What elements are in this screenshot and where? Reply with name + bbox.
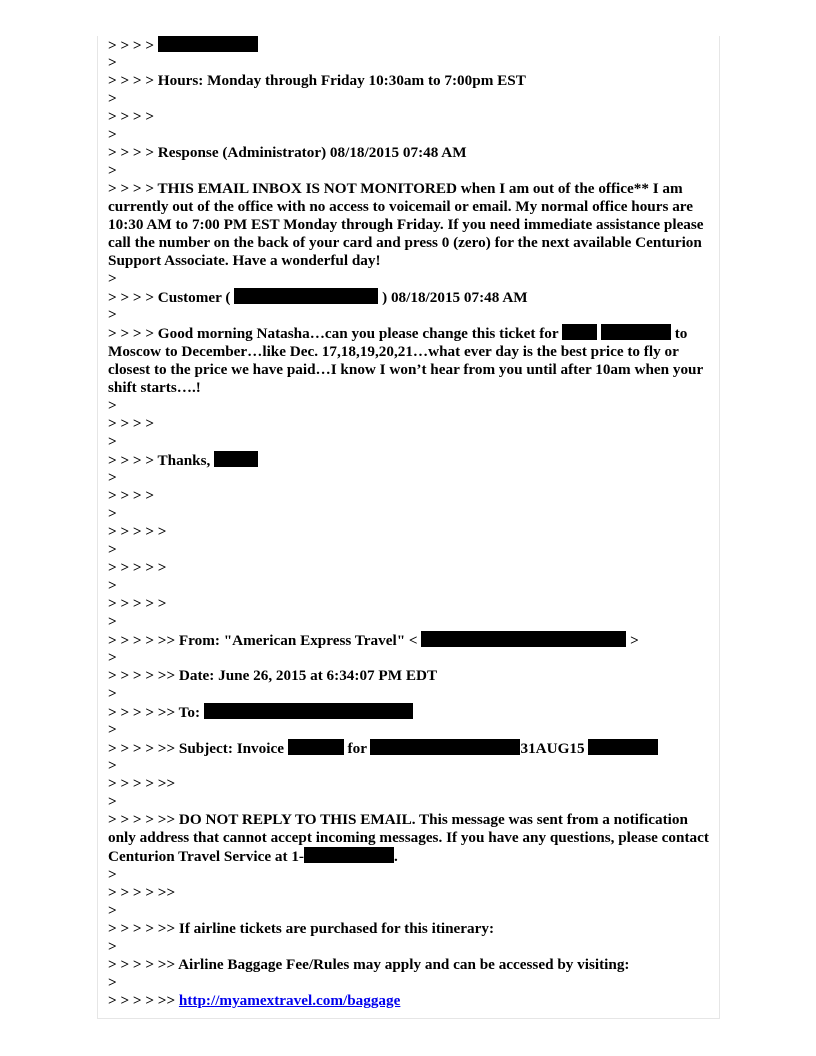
quote-marker: > > > > — [108, 487, 155, 504]
redaction-block — [421, 631, 626, 647]
quote-marker: > — [108, 938, 117, 955]
response-header: > > > > Response (Administrator) 08/18/2015 07:48 AM — [108, 144, 467, 161]
customer-message — [108, 324, 712, 397]
redaction-block — [234, 288, 378, 304]
quote-line — [108, 433, 712, 451]
quote-line — [108, 577, 712, 595]
to-label: > > > > >> To: — [108, 704, 201, 721]
quote-marker: > > > > > — [108, 523, 167, 540]
quote-marker: > > > > >> — [108, 992, 176, 1009]
email-thread — [108, 36, 712, 1010]
redaction-block — [204, 703, 413, 719]
subject-line — [108, 739, 712, 757]
from-line — [108, 631, 712, 649]
quote-marker: > — [108, 577, 117, 594]
quote-line — [108, 974, 712, 992]
quote-line — [108, 90, 712, 108]
quote-marker: > — [108, 613, 117, 630]
quote-marker: > > > > >> — [108, 884, 176, 901]
to-line — [108, 703, 712, 721]
quote-line — [108, 469, 712, 487]
do-not-reply-notice — [108, 811, 712, 866]
quote-marker: > — [108, 902, 117, 919]
subject-label: > > > > >> Subject: Invoice — [108, 740, 284, 757]
quote-line — [108, 415, 712, 433]
quote-marker: > — [108, 126, 117, 143]
redaction-block — [288, 739, 344, 755]
quote-marker: > — [108, 793, 117, 810]
quote-line — [108, 126, 712, 144]
quote-line — [108, 866, 712, 884]
message-text: to Moscow to December…like Dec. 17,18,19,20,21…what ever day is the best price to fly or closest to the price we have paid…I know I won’t hear from you until after 10am when your shift starts….! — [108, 325, 703, 396]
quote-line — [108, 721, 712, 739]
redaction-block — [214, 451, 258, 467]
quote-marker: > — [108, 162, 117, 179]
signature-line — [108, 451, 712, 469]
subject-text: for — [347, 740, 367, 757]
quote-line — [108, 162, 712, 180]
message-text: > > > > Good morning Natasha…can you please change this ticket for — [108, 325, 559, 342]
redaction-block — [588, 739, 658, 755]
quote-line — [108, 902, 712, 920]
quote-line — [108, 541, 712, 559]
redaction-block — [158, 36, 258, 52]
subject-text: 31AUG15 — [520, 740, 585, 757]
quote-line — [108, 505, 712, 523]
quote-marker: > — [108, 90, 117, 107]
quote-marker: > — [108, 433, 117, 450]
baggage-link[interactable]: http://myamextravel.com/baggage — [178, 992, 401, 1009]
quote-marker: > — [108, 721, 117, 738]
baggage-line: > > > > >> Airline Baggage Fee/Rules may apply and can be accessed by visiting: — [108, 956, 630, 973]
quote-marker: > > > > > — [108, 595, 167, 612]
quote-marker: > — [108, 974, 117, 991]
quote-marker: > — [108, 469, 117, 486]
quote-line — [108, 793, 712, 811]
quote-line — [108, 649, 712, 667]
quote-line — [108, 487, 712, 505]
quote-line — [108, 685, 712, 703]
quote-line — [108, 613, 712, 631]
quote-marker: > — [108, 306, 117, 323]
quote-line — [108, 757, 712, 775]
quote-marker: > — [108, 270, 117, 287]
hours-line: > > > > Hours: Monday through Friday 10:30am to 7:00pm EST — [108, 72, 526, 89]
out-of-office-message: > > > > THIS EMAIL INBOX IS NOT MONITORED when I am out of the office** I am currently out of the office with no access to voicemail or email. My normal office hours are 10:30 AM to 7:00 PM EST Monday through Friday. If you need immediate assistance please call the number on the back of your card and press 0 (zero) for the next available Centurion Support Associate. Have a wonderful day! — [108, 180, 704, 269]
quote-marker: > > > > >> — [108, 775, 176, 792]
quote-marker: > > > > — [108, 415, 155, 432]
quote-line — [108, 775, 712, 793]
redaction-block — [601, 324, 671, 340]
quote-marker: > — [108, 54, 117, 71]
date-line: > > > > >> Date: June 26, 2015 at 6:34:07 PM EDT — [108, 667, 438, 684]
quote-marker: > — [108, 505, 117, 522]
quote-marker: > — [108, 397, 117, 414]
airline-line: > > > > >> If airline tickets are purchased for this itinerary: — [108, 920, 495, 937]
quote-line — [108, 306, 712, 324]
quote-marker: > — [108, 685, 117, 702]
thanks-text: > > > > Thanks, — [108, 452, 211, 469]
quote-line — [108, 108, 712, 126]
quote-line — [108, 523, 712, 541]
quote-marker: > > > > > — [108, 559, 167, 576]
quote-text: > > > > — [108, 37, 155, 54]
redaction-block — [562, 324, 597, 340]
quote-marker: > — [108, 757, 117, 774]
redaction-block — [370, 739, 520, 755]
quote-marker: > — [108, 866, 117, 883]
quote-line — [108, 595, 712, 613]
from-close: > — [630, 632, 639, 649]
notice-text: . — [394, 848, 398, 865]
from-label: > > > > >> From: "American Express Travel" < — [108, 632, 418, 649]
quote-marker: > — [108, 649, 117, 666]
link-line — [108, 992, 712, 1010]
customer-timestamp: ) 08/18/2015 07:48 AM — [382, 289, 528, 306]
quote-line — [108, 54, 712, 72]
redaction-block — [304, 847, 394, 863]
customer-header — [108, 288, 712, 306]
quote-marker: > > > > — [108, 108, 155, 125]
notice-text: > > > > >> DO NOT REPLY TO THIS EMAIL. This message was sent from a notification only address that cannot accept incoming messages. If you have any questions, please contact Centurion Travel Service at 1- — [108, 811, 709, 865]
quote-line — [108, 270, 712, 288]
quote-line — [108, 884, 712, 902]
quote-marker: > — [108, 541, 117, 558]
customer-label: > > > > Customer ( — [108, 289, 231, 306]
quote-line — [108, 559, 712, 577]
quote-line — [108, 36, 712, 54]
quote-line — [108, 938, 712, 956]
quote-line — [108, 397, 712, 415]
